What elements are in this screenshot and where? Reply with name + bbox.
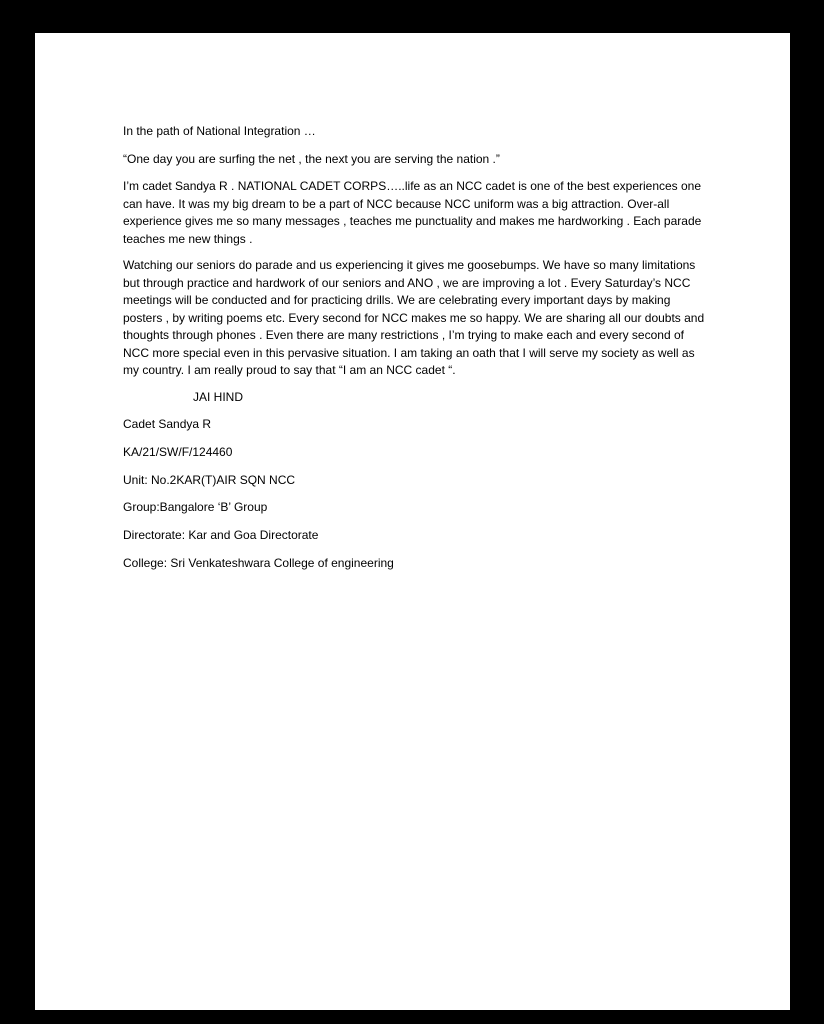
signature-name: Cadet Sandya R: [123, 417, 212, 431]
signature-directorate: Directorate: Kar and Goa Directorate: [123, 528, 319, 543]
document-heading: In the path of National Integration …: [123, 124, 316, 138]
signature-regno: KA/21/SW/F/124460: [123, 444, 233, 459]
signature-group: Group:Bangalore ‘B’ Group: [123, 500, 268, 515]
closing-salutation: JAI HIND: [193, 389, 244, 404]
signature-unit: Unit: No.2KAR(T)AIR SQN NCC: [123, 472, 296, 487]
paragraph-experience: Watching our seniors do parade and us experiencing it gives me goosebumps. We have so many limitations but through practice and hardwork of our seniors and ANO , we are improving a lot . Every Saturday’s NCC meetings will be conducted and for practicing drills. We are celebrating every important days by making posters , by writing poems etc. Every second for NCC makes me so happy. We are sharing all our doubts and thoughts through phones . Even there are many restrictions , I’m trying to make each and every second of NCC more special even in this pervasive situation. I am taking an oath that I will serve my society as well as my country. I am really proud to say that “I am an NCC cadet “.: [123, 258, 705, 377]
paragraph-intro: I’m cadet Sandya R . NATIONAL CADET CORPS…..life as an NCC cadet is one of the best experiences one can have. It was my big dream to be a part of NCC because NCC uniform was a big attraction. Over-all experience gives me so many messages , teaches me punctuality and makes me hardworking . Each parade teaches me new things .: [123, 179, 702, 246]
quote-line: “One day you are surfing the net , the next you are serving the nation .”: [123, 151, 500, 166]
document-body: [123, 123, 713, 583]
document-page: [35, 33, 790, 1010]
signature-college: College: Sri Venkateshwara College of engineering: [123, 555, 394, 570]
